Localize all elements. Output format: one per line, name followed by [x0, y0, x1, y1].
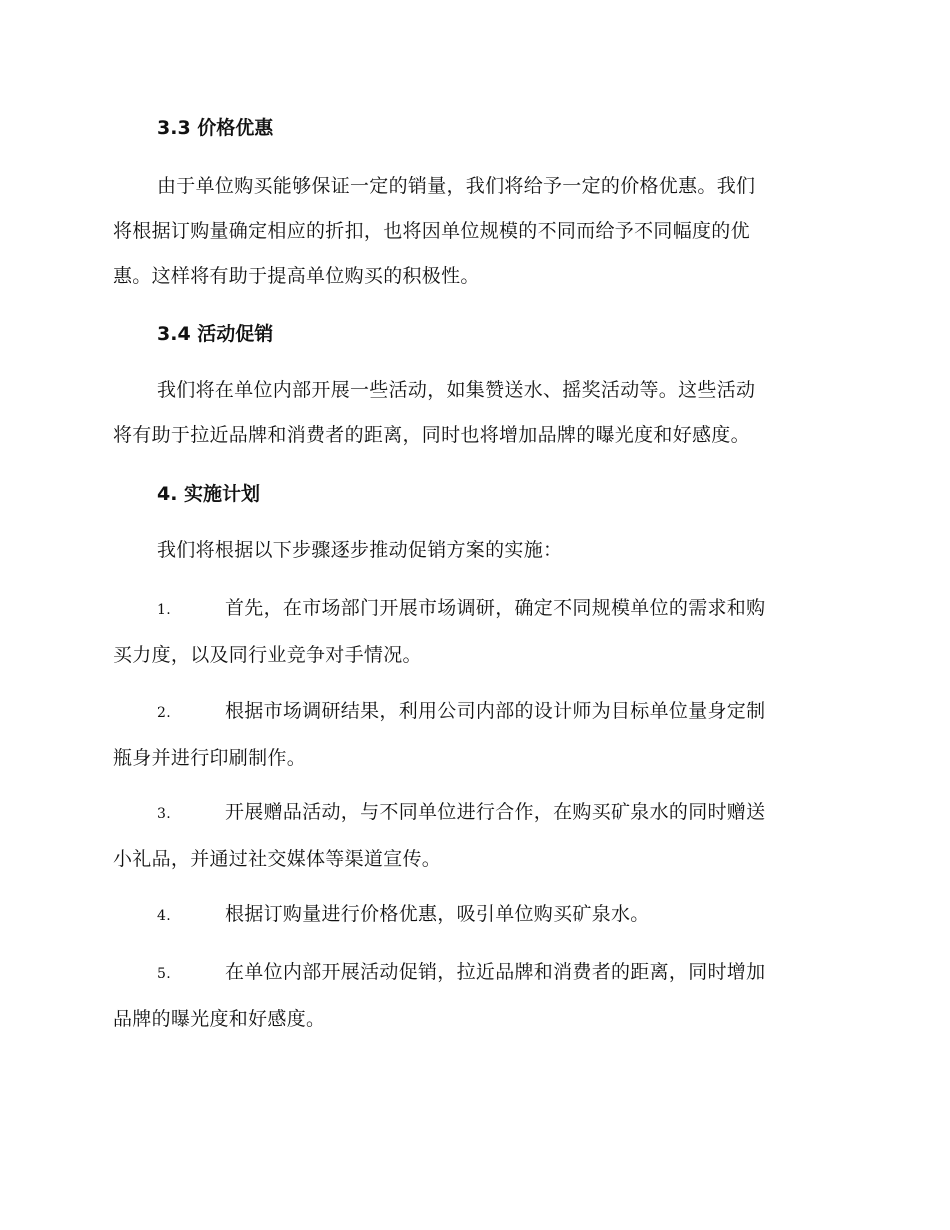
paragraph-price-discount: [113, 164, 838, 299]
list-item-1: [113, 586, 838, 678]
list-item-4: [113, 892, 838, 939]
list-text-continued: 品牌的曝光度和好感度。: [113, 1008, 326, 1030]
section-heading-3-4: 3.4 活动促销: [157, 323, 274, 345]
list-text: 根据市场调研结果，利用公司内部的设计师为目标单位量身定制: [225, 700, 766, 722]
paragraph-line: 由于单位购买能够保证一定的销量，我们将给予一定的价格优惠。我们: [157, 175, 756, 197]
paragraph-line: 惠。这样将有助于提高单位购买的积极性。: [113, 265, 480, 287]
list-number: 3.: [157, 806, 171, 822]
list-text: 在单位内部开展活动促销，拉近品牌和消费者的距离，同时增加: [225, 961, 766, 983]
paragraph-plan-intro: [113, 528, 838, 573]
paragraph-line: 我们将根据以下步骤逐步推动促销方案的实施：: [157, 539, 563, 561]
paragraph-line: 将根据订购量确定相应的折扣，也将因单位规模的不同而给予不同幅度的优: [113, 220, 750, 242]
list-number: 1.: [157, 602, 171, 618]
list-text-continued: 小礼品，并通过社交媒体等渠道宣传。: [113, 848, 442, 870]
section-heading-3-3: 3.3 价格优惠: [157, 117, 274, 139]
list-text: 根据订购量进行价格优惠，吸引单位购买矿泉水。: [225, 903, 650, 925]
section-heading-4: 4. 实施计划: [157, 483, 261, 505]
list-number: 5.: [157, 966, 171, 982]
list-item-5: [113, 950, 838, 1042]
list-item-2: [113, 689, 838, 781]
paragraph-activity-promotion: [113, 368, 838, 458]
list-text: 开展赠品活动，与不同单位进行合作，在购买矿泉水的同时赠送: [225, 801, 766, 823]
list-text-continued: 买力度，以及同行业竞争对手情况。: [113, 644, 422, 666]
paragraph-line: 将有助于拉近品牌和消费者的距离，同时也将增加品牌的曝光度和好感度。: [113, 424, 750, 446]
paragraph-line: 我们将在单位内部开展一些活动，如集赞送水、摇奖活动等。这些活动: [157, 379, 756, 401]
list-text-continued: 瓶身并进行印刷制作。: [113, 747, 307, 769]
list-text: 首先，在市场部门开展市场调研，确定不同规模单位的需求和购: [225, 597, 766, 619]
list-number: 2.: [157, 705, 171, 721]
list-item-3: [113, 790, 838, 882]
list-number: 4.: [157, 908, 171, 924]
